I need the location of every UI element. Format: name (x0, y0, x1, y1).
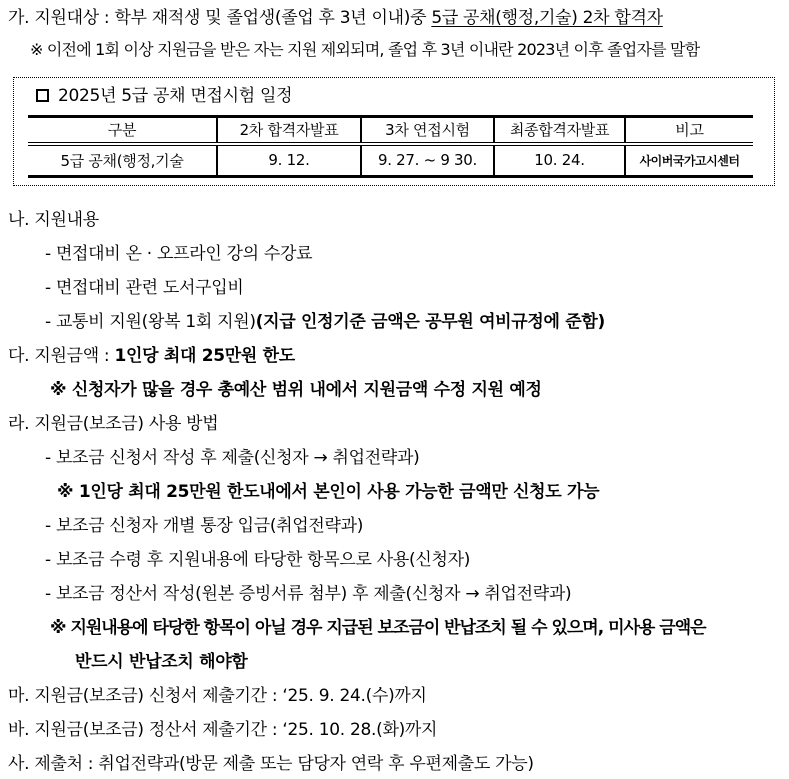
usage-item-settle: - 보조금 정산서 작성(원본 증빙서류 첨부) 후 제출(신청자 → 취업전략과) (45, 584, 572, 604)
cell-remark: 사이버국가고시센터 (625, 144, 753, 177)
header-category: 구분 (107, 121, 137, 140)
support-content-item-transport (8, 312, 789, 332)
usage-note-return-line1: ※ 지원내용에 타당한 항목이 아닐 경우 지급된 보조금이 반납조치 될 수 있으며, 미사용 금액은 (50, 618, 706, 638)
checkbox-icon (36, 89, 49, 102)
cell-interview-period: 9. 27. ~ 9 30. (361, 144, 494, 177)
schedule-box-title (28, 86, 774, 106)
support-amount-note: ※ 신청자가 많을 경우 총예산 범위 내에서 지원금액 수정 지원 예정 (50, 380, 542, 400)
header-remark: 비고 (625, 117, 753, 144)
support-amount-heading (8, 346, 789, 366)
schedule-table-header-row (28, 117, 753, 144)
submission-office: 사. 제출처 : 취업전략과(방문 제출 또는 담당자 연락 후 우편제출도 가능) (8, 754, 534, 774)
usage-item-apply: - 보조금 신청서 작성 후 제출(신청자 → 취업전략과) (45, 448, 420, 468)
usage-item-deposit: - 보조금 신청자 개별 통장 입금(취업전략과) (45, 516, 364, 536)
support-amount-bold-text: 1인당 최대 25만원 한도 (114, 346, 295, 366)
support-target-underlined-text: 5급 공채(행정,기술) 2차 합격자 (431, 8, 663, 28)
support-target-heading-text: 가. 지원대상 : 학부 재적생 및 졸업생(졸업 후 3년 이내)중 (8, 8, 432, 28)
transport-item-text: - 교통비 지원(왕복 1회 지원) (45, 312, 256, 332)
header-interview-exam: 3차 연접시험 (361, 117, 494, 144)
support-amount-label: 다. 지원금액 : (8, 346, 115, 366)
usage-item-use: - 보조금 수령 후 지원내용에 타당한 항목으로 사용(신청자) (45, 550, 471, 570)
schedule-box (13, 77, 775, 186)
header-final-announce: 최종합격자발표 (494, 117, 625, 144)
usage-method-heading: 라. 지원금(보조금) 사용 방법 (8, 414, 219, 434)
support-target-note: ※ 이전에 1회 이상 지원금을 받은 자는 지원 제외되며, 졸업 후 3년 이내란 2023년 이후 졸업자를 말함 (30, 40, 700, 59)
support-content-heading: 나. 지원내용 (8, 210, 99, 230)
support-content-item-lecture: - 면접대비 온 · 오프라인 강의 수강료 (45, 244, 313, 264)
schedule-table-row (28, 144, 753, 177)
cell-final-announce: 10. 24. (494, 144, 625, 177)
deadline-settlement: 바. 지원금(보조금) 정산서 제출기간 : ‘25. 10. 28.(화)까지 (8, 720, 438, 740)
cell-category: 5급 공채(행정,기술 (60, 151, 184, 170)
deadline-application: 마. 지원금(보조금) 신청서 제출기간 : ‘25. 9. 24.(수)까지 (8, 686, 427, 706)
cell-second-pass-announce: 9. 12. (217, 144, 361, 177)
usage-note-return-line2: 반드시 반납조치 해야함 (75, 652, 248, 672)
usage-note-limit: ※ 1인당 최대 25만원 한도내에서 본인이 사용 가능한 금액만 신청도 가능 (57, 482, 600, 502)
schedule-table (28, 115, 753, 178)
support-target-heading (8, 8, 789, 28)
header-second-pass-announce: 2차 합격자발표 (217, 117, 361, 144)
schedule-box-title-text: 2025년 5급 공채 면접시험 일정 (58, 86, 293, 106)
support-content-item-books: - 면접대비 관련 도서구입비 (45, 278, 244, 298)
transport-item-bold-text: (지급 인정기준 금액은 공무원 여비규정에 준함) (255, 312, 606, 332)
